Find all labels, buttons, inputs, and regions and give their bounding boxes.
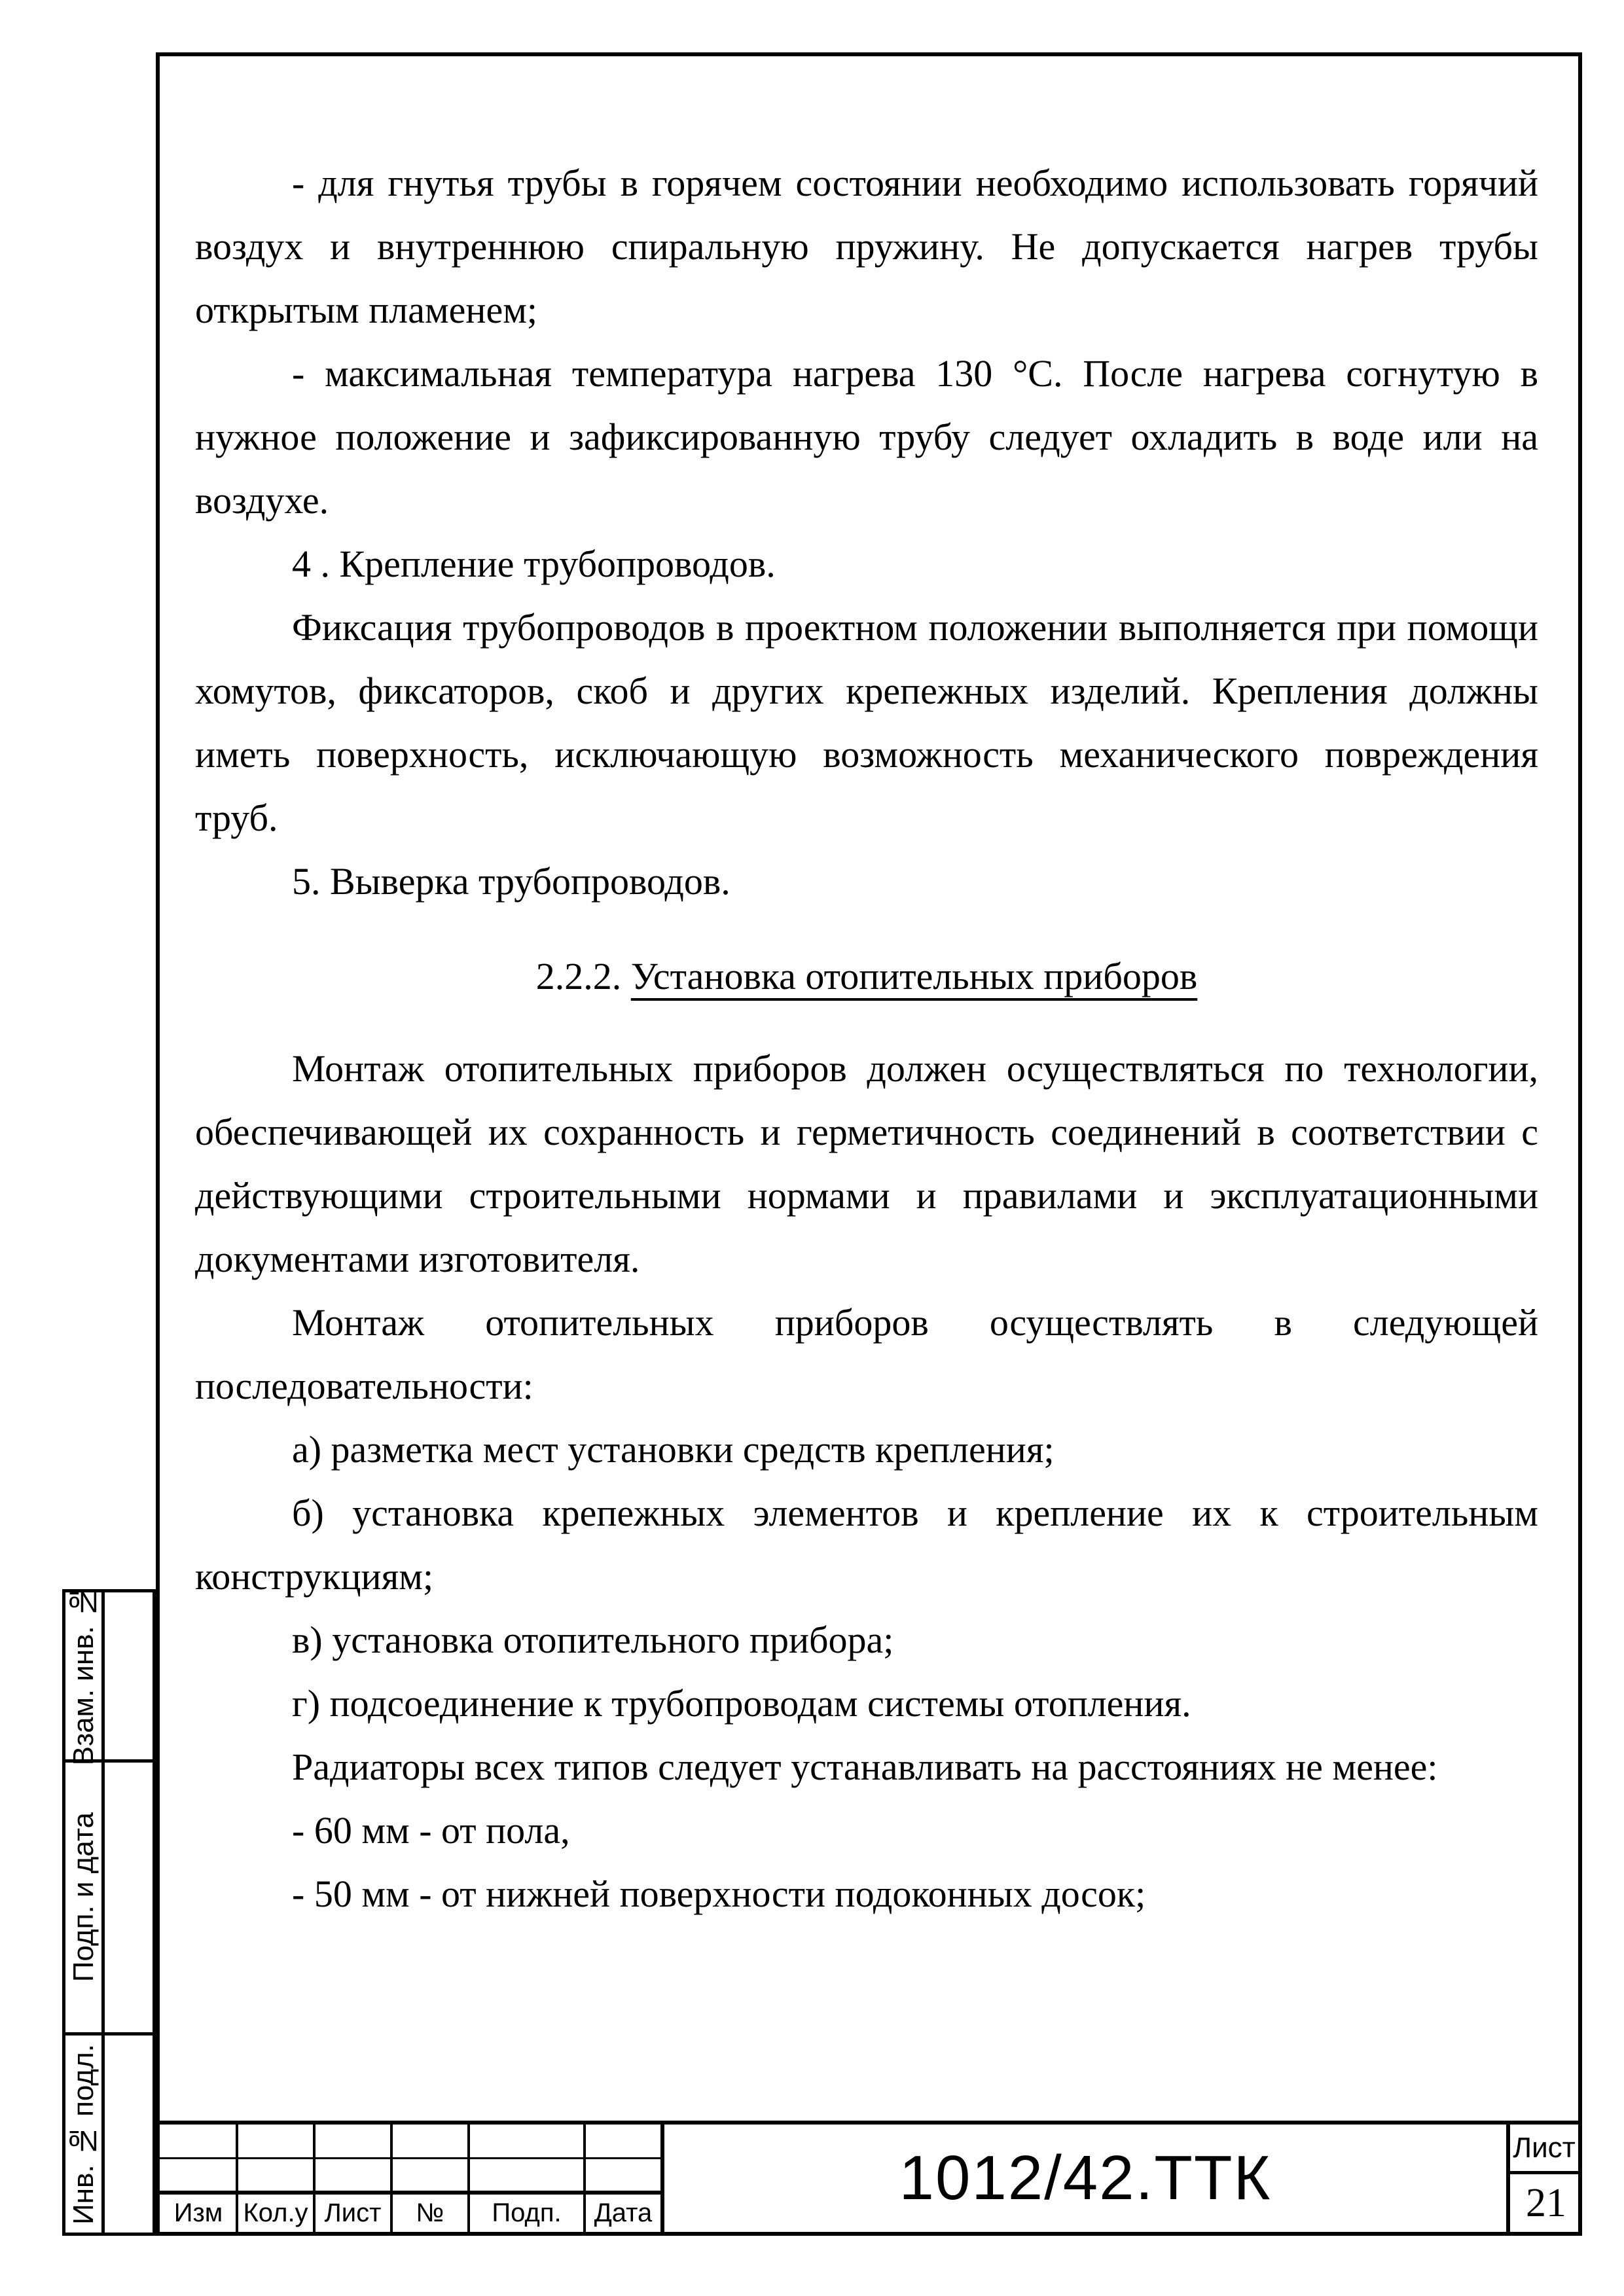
sidebar-label: Инв. № подл. — [67, 2043, 99, 2225]
paragraph — [195, 1799, 1538, 1862]
text-line: обеспечивающей их сохранность и герметичность соединений в соответствии с — [195, 1111, 1538, 1153]
sidebar-cell-vzam-inv — [65, 1586, 101, 1766]
stamp-column-label: Дата — [594, 2198, 653, 2227]
paragraph — [195, 1291, 1538, 1418]
text-line: - для гнутья трубы в горячем состоянии необходимо использовать горячий — [292, 162, 1538, 204]
stamp-column-label: Лист — [324, 2198, 382, 2227]
frame — [156, 52, 1582, 2236]
text-line: конструкциям; — [195, 1555, 434, 1598]
paragraph — [195, 1608, 1538, 1672]
text-line: открытым пламенем; — [195, 289, 538, 331]
section-heading — [195, 944, 1538, 1008]
document-body — [195, 151, 1538, 1926]
doc-code-cell — [664, 2125, 1506, 2232]
section-number: 2.2.2. — [535, 955, 631, 997]
stamp-column-label: № — [416, 2198, 444, 2227]
sheet-number: 21 — [1526, 2180, 1566, 2225]
text-line: иметь поверхность, исключающую возможность механического повреждения — [195, 733, 1538, 776]
stamp-column-label: Кол.у — [243, 2198, 308, 2227]
text-line: воздухе. — [195, 479, 329, 522]
text-line: Радиаторы всех типов следует устанавливать на расстояниях не менее: — [292, 1746, 1438, 1788]
title-block — [160, 2121, 1578, 2232]
text-line: Монтаж отопительных приборов осуществлять в следующей — [292, 1301, 1538, 1344]
text-line: Монтаж отопительных приборов должен осуществляться по технологии, — [292, 1047, 1538, 1090]
sidebar-label: Подп. и дата — [67, 1812, 99, 1982]
stamp-row-divider — [160, 2157, 662, 2159]
text-line: воздух и внутреннюю спиральную пружину. Не допускается нагрев трубы — [195, 225, 1538, 268]
text-line: 4 . Крепление трубопроводов. — [292, 543, 776, 585]
sidebar-vertical-divider — [101, 1592, 105, 2233]
paragraph — [195, 342, 1538, 532]
text-line: - 60 мм - от пола, — [292, 1809, 570, 1852]
stamp-column-label: Изм — [173, 2198, 223, 2227]
doc-code: 1012/42.ТТК — [899, 2143, 1272, 2213]
text-line: последовательности: — [195, 1365, 533, 1407]
text-line: - 50 мм - от нижней поверхности подоконных досок; — [292, 1873, 1146, 1915]
text-line: действующими строительными нормами и правилами и эксплуатационными — [195, 1174, 1538, 1217]
stamp-column-label: Подп. — [492, 2198, 562, 2227]
paragraph — [195, 532, 1538, 596]
text-line: г) подсоединение к трубопроводам системы отопления. — [292, 1682, 1191, 1725]
text-line: документами изготовителя. — [195, 1238, 640, 1280]
text-line: хомутов, фиксаторов, скоб и других крепежных изделий. Крепления должны — [195, 670, 1538, 712]
paragraph — [195, 1672, 1538, 1735]
text-line: нужное положение и зафиксированную трубу следует охладить в воде или на — [195, 416, 1538, 458]
paragraph — [195, 1735, 1538, 1799]
paragraph — [195, 1418, 1538, 1481]
sidebar-cell-podp-data — [65, 1763, 101, 2032]
left-column-strip — [62, 1586, 156, 2236]
text-line: - максимальная температура нагрева 130 °С. После нагрева согнутую в — [292, 352, 1538, 395]
section-title: Установка отопительных приборов — [630, 955, 1198, 997]
paragraph — [195, 850, 1538, 913]
sidebar-cell-inv-podl — [65, 2036, 101, 2233]
text-line: Фиксация трубопроводов в проектном положении выполняется при помощи — [292, 606, 1538, 649]
sheet-label-cell — [1510, 2125, 1578, 2171]
text-line: а) разметка мест установки средств крепления; — [292, 1428, 1055, 1471]
sidebar-label: Взам. инв. № — [67, 1586, 99, 1766]
paragraph — [195, 1481, 1538, 1608]
stamp-label-row — [160, 2195, 662, 2232]
sheet-number-cell — [1510, 2174, 1578, 2232]
paragraph — [195, 1862, 1538, 1926]
text-line: б) установка крепежных элементов и крепление их к строительным — [292, 1492, 1538, 1534]
text-line: труб. — [195, 797, 278, 839]
text-line: в) установка отопительного прибора; — [292, 1619, 894, 1661]
paragraph — [195, 596, 1538, 850]
paragraph — [195, 151, 1538, 342]
sheet-label: Лист — [1513, 2131, 1576, 2164]
paragraph — [195, 1037, 1538, 1291]
text-line: 5. Выверка трубопроводов. — [292, 860, 731, 903]
